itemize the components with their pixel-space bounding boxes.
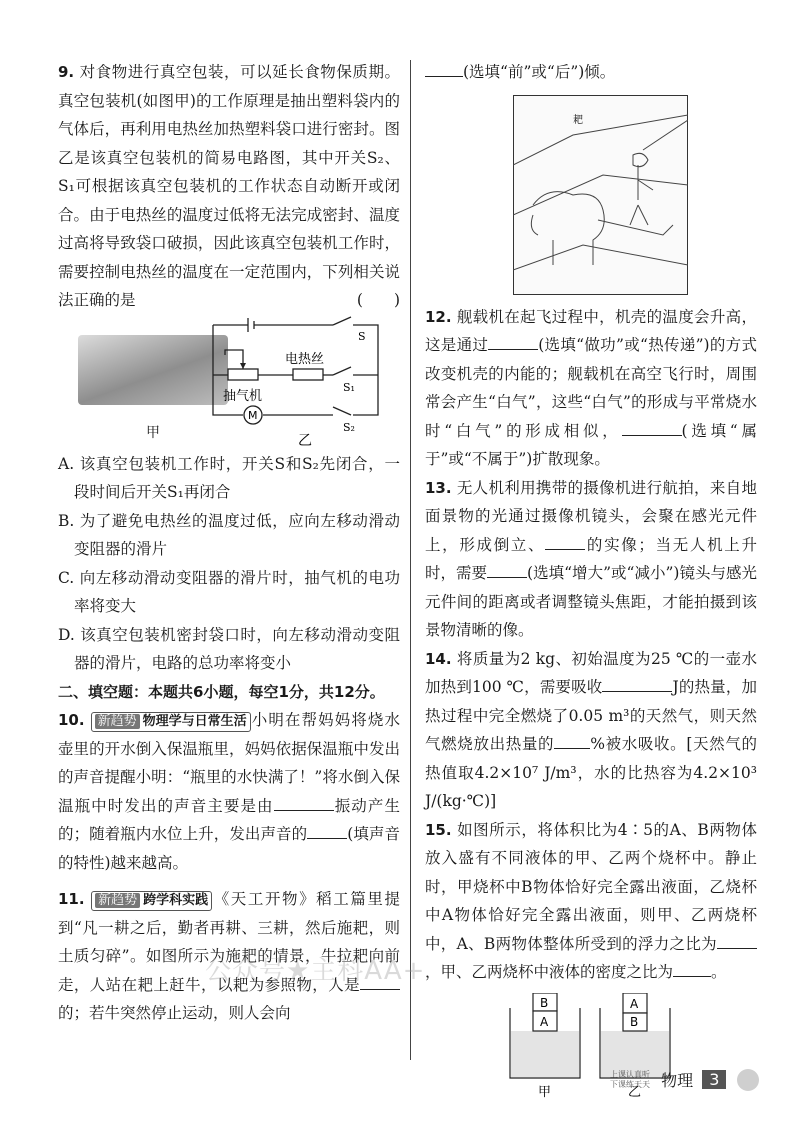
q11-blank-2[interactable]	[425, 60, 463, 77]
column-divider	[410, 60, 411, 1060]
q9-option-c: C. 向左移动滑动变阻器的滑片时，抽气机的电功率将变大	[58, 568, 400, 615]
page-footer	[610, 1068, 759, 1091]
motor-label: M	[248, 408, 258, 422]
beaker-yi-caption: 乙	[628, 1084, 642, 1100]
q10-number: 10.	[58, 711, 85, 729]
pump-label: 抽气机	[223, 388, 263, 404]
q12-text-a: 舰载机在起飞过程中，机壳的温度会升高，这是通过	[425, 307, 757, 354]
watermark: 公众号★主科AA+	[205, 956, 426, 986]
jia-block-top: B	[540, 995, 549, 1010]
switch-s2-label: S₂	[343, 420, 355, 434]
question-12	[425, 303, 757, 474]
q9-stem: 对食物进行真空包装，可以延长食物保质期。真空包装机(如图甲)的工作原理是抽出塑料袋内的气体后，再利用电热丝加热塑料袋口进行密封。图乙是该真空包装机的简易电路图，其中开关S₂、S₁可根据该真空包装机的工作状态自动断开或闭合。由于电热丝的温度过低将无法完成密封、温度过高将导致袋口破损，因此该真空包装机工作时，需要控制电热丝的温度在一定范围内，下列相关说法正确的是	[58, 63, 400, 309]
q9-answer-paren: ( )	[356, 291, 400, 309]
q13-text-a: 无人机利用携带的摄像机进行航拍，来自地面景物的光通过摄像机镜头，会聚在感光元件上，形成倒立、	[425, 478, 757, 554]
q9-number: 9.	[58, 63, 75, 81]
q11-text-c: (选填“前”或“后”)倾。	[463, 63, 616, 81]
yi-block-top: A	[630, 996, 639, 1011]
q10-tag	[91, 712, 251, 732]
footer-slogan-1: 上课认真听	[610, 1069, 650, 1079]
q14-text-a: 将质量为2 kg、初始温度为25 ℃的一壶水加热到100 ℃，需要吸收	[425, 649, 757, 696]
right-column	[425, 58, 757, 1103]
q12-blank-2[interactable]	[622, 419, 682, 436]
q10-blank-2[interactable]	[307, 822, 347, 839]
fig-jia-caption: 甲	[146, 424, 160, 441]
fig-yi-caption: 乙	[298, 432, 312, 449]
q10-text-a: 小明在帮妈妈将烧水壶里的开水倒入保温瓶里，妈妈依据保温瓶中发出的声音提醒小明：“瓶里的水快满了！”将水倒入保温瓶中时发出的声音主要是由	[58, 711, 400, 815]
section-2-heading: 二、填空题：本题共6小题，每空1分，共12分。	[58, 682, 385, 701]
q14-blank-1[interactable]	[602, 675, 672, 692]
q15-text-c: 。	[711, 963, 727, 981]
harrowing-scene	[513, 95, 688, 295]
yi-block-bottom: B	[630, 1014, 639, 1029]
footer-subject: 物理	[661, 1071, 694, 1090]
q10-text-c: (填声音的特性)越来越高。	[58, 825, 400, 872]
beaker-jia-caption: 甲	[538, 1084, 552, 1100]
question-13	[425, 474, 757, 645]
q11-trend-badge: 新趋势	[95, 893, 140, 908]
q12-blank-1[interactable]	[488, 333, 538, 350]
q13-number: 13.	[425, 478, 452, 497]
question-10	[58, 706, 400, 877]
q10-trend-badge: 新趋势	[95, 714, 140, 729]
question-9	[58, 58, 400, 678]
q14-blank-2[interactable]	[554, 732, 590, 749]
q14-text-b: J的热量，加热过程中完全燃烧了0.05 m³的天然气，则天然气燃烧放出热量的	[425, 678, 757, 753]
jia-block-bottom: A	[540, 1014, 549, 1029]
q9-option-a: A. 该真空包装机工作时，开关S和S₂先闭合，一段时间后开关S₁再闭合	[58, 454, 400, 501]
q15-blank-2[interactable]	[673, 960, 711, 977]
q11-topic-badge: 跨学科实践	[143, 893, 209, 908]
footer-slogan	[610, 1070, 650, 1090]
q13-blank-2[interactable]	[487, 561, 527, 578]
harrow-label: 耙	[573, 114, 583, 126]
switch-s1-label: S₁	[343, 380, 355, 394]
ploughing-illustration	[513, 95, 688, 295]
heater-label: 电热丝	[285, 351, 325, 367]
q11-tag	[91, 891, 212, 911]
q9-figures	[58, 315, 400, 450]
footer-slogan-2: 下课练天天	[610, 1079, 650, 1089]
q10-blank-1[interactable]	[274, 794, 334, 811]
slider-arrow-icon	[240, 363, 246, 369]
q11-number: 11.	[58, 890, 85, 908]
q11-text-a: 《天工开物》稻工篇里提到“凡一耕之后，勤者再耕、三耕，然后施耙，则土质匀碎”。如图所示为施耙的情景，牛拉耙向前走，人站在耙上赶牛，以耙为参照物，人是	[58, 890, 400, 994]
q15-text-b: ，甲、乙两烧杯中液体的密度之比为	[425, 963, 674, 981]
q10-text-b: 振动产生的；随着瓶内水位上升，发出声音的	[58, 796, 400, 843]
q14-number: 14.	[425, 649, 452, 668]
circuit-diagram	[203, 315, 403, 450]
q10-topic-badge: 物理学与日常生活	[142, 714, 247, 729]
page-number: 3	[702, 1070, 726, 1089]
q12-text-b: (选填“做功”或“热传递”)的方式改变机壳的内能的；舰载机在高空飞行时，周围常会产生“白气”，这些“白气”的形成与平常烧水时“白气”的形成相似，	[425, 336, 757, 440]
question-15	[425, 816, 757, 987]
q13-text-c: (选填“增大”或“减小”)镜头与感光元件间的距离或者调整镜头焦距，才能拍摄到该景物清晰的像。	[425, 564, 757, 639]
left-column	[58, 58, 400, 1028]
switch-s-label: S	[358, 329, 366, 343]
q14-text-c: %被水吸收。[天然气的热值取4.2×10⁷ J/m³，水的比热容为4.2×10³ J/(kg·℃)]	[425, 735, 757, 810]
q13-text-b: 的实像；当无人机上升时，需要	[425, 535, 757, 582]
q12-number: 12.	[425, 307, 452, 326]
q12-text-c: (选填“属于”或“不属于”)扩散现象。	[425, 421, 757, 468]
q9-option-b: B. 为了避免电热丝的温度过低，应向左移动滑动变阻器的滑片	[58, 511, 400, 558]
q15-blank-1[interactable]	[717, 932, 757, 949]
q11-text-b: 的；若牛突然停止运动，则人会向	[58, 1004, 291, 1022]
q9-option-d: D. 该真空包装机密封袋口时，向左移动滑动变阻器的滑片，电路的总功率将变小	[58, 625, 400, 672]
q15-text-a: 如图所示，将体积比为4∶5的A、B两物体放入盛有不同液体的甲、乙两个烧杯中。静止时，甲烧杯中B物体恰好完全露出液面，乙烧杯中A物体恰好完全露出液面，则甲、乙两烧杯中，A、B两物体整体所受到的浮力之比为	[425, 820, 757, 953]
mascot-icon	[737, 1069, 759, 1091]
q13-blank-1[interactable]	[545, 533, 585, 550]
question-14	[425, 645, 757, 816]
q15-number: 15.	[425, 820, 452, 839]
